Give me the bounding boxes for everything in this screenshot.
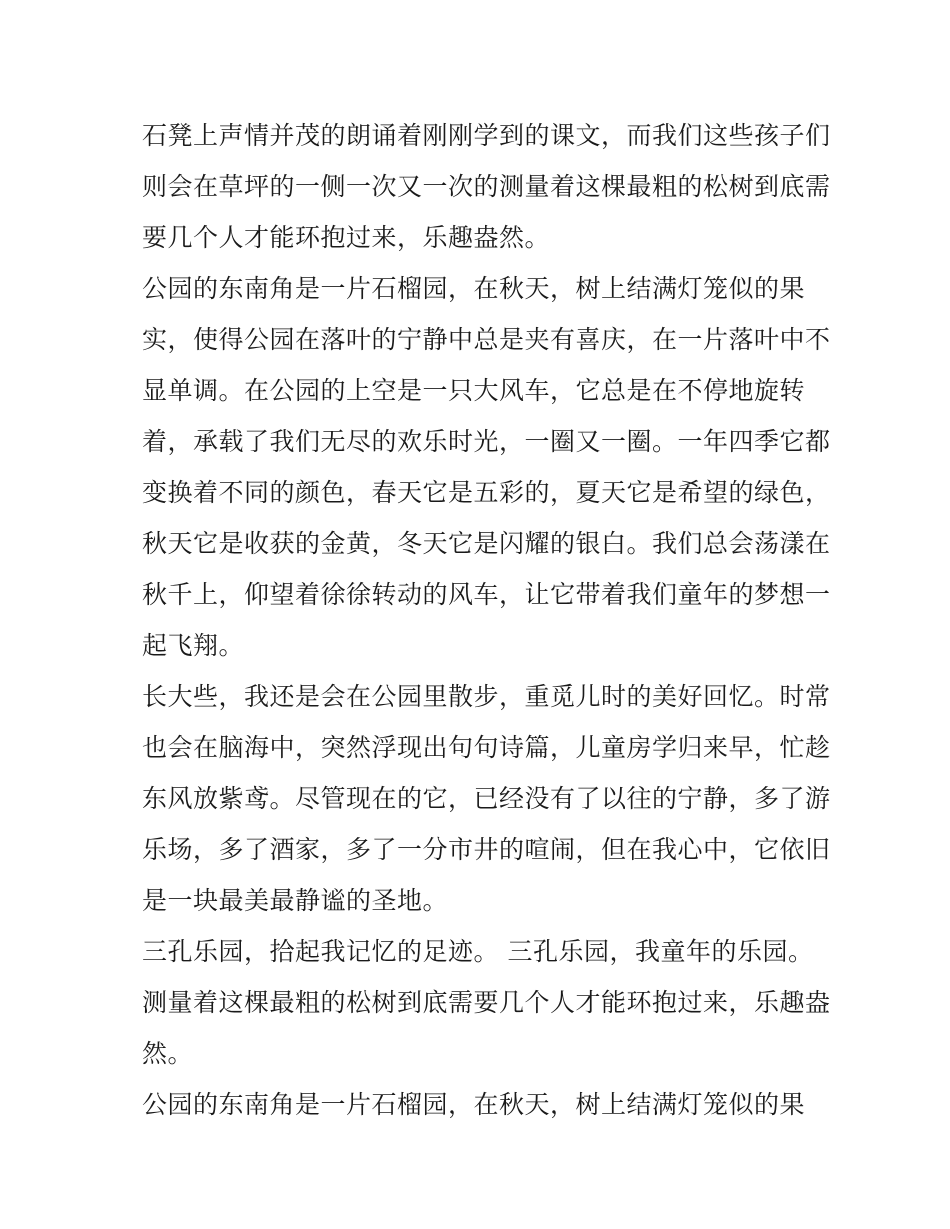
text-line: 测量着这棵最粗的松树到底需要几个人才能环抱过来，乐趣盎 [142,988,831,1017]
text-line: 要几个人才能环抱过来，乐趣盎然。 [142,223,551,252]
text-line: 秋千上，仰望着徐徐转动的风车，让它带着我们童年的梦想一 [142,580,831,609]
text-line: 三孔乐园，拾起我记忆的足迹。 三孔乐园，我童年的乐园。 [142,937,814,966]
text-line: 显单调。在公园的上空是一只大风车，它总是在不停地旋转 [142,376,806,405]
text-line: 则会在草坪的一侧一次又一次的测量着这棵最粗的松树到底需 [142,172,831,201]
text-line: 然。 [142,1039,194,1068]
text-line: 东风放紫鸢。尽管现在的它，已经没有了以往的宁静，多了游 [142,784,831,813]
text-line: 也会在脑海中，突然浮现出句句诗篇，儿童房学归来早，忙趁 [142,733,831,762]
text-line: 着，承载了我们无尽的欢乐时光，一圈又一圈。一年四季它都 [142,427,831,456]
text-line: 秋天它是收获的金黄，冬天它是闪耀的银白。我们总会荡漾在 [142,529,831,558]
text-line: 实，使得公园在落叶的宁静中总是夹有喜庆，在一片落叶中不 [142,325,831,354]
text-line: 长大些，我还是会在公园里散步，重觅儿时的美好回忆。时常 [142,682,831,711]
text-line: 公园的东南角是一片石榴园，在秋天，树上结满灯笼似的果 [142,274,806,303]
text-line: 起飞翔。 [142,631,245,660]
text-line: 乐场，多了酒家，多了一分市井的喧闹，但在我心中，它依旧 [142,835,831,864]
text-line: 变换着不同的颜色，春天它是五彩的，夏天它是希望的绿色， [142,478,831,507]
text-line: 是一块最美最静谧的圣地。 [142,886,449,915]
text-line: 公园的东南角是一片石榴园，在秋天，树上结满灯笼似的果 [142,1090,806,1119]
document-body [142,110,831,1130]
text-line: 石凳上声情并茂的朗诵着刚刚学到的课文，而我们这些孩子们 [142,121,831,150]
